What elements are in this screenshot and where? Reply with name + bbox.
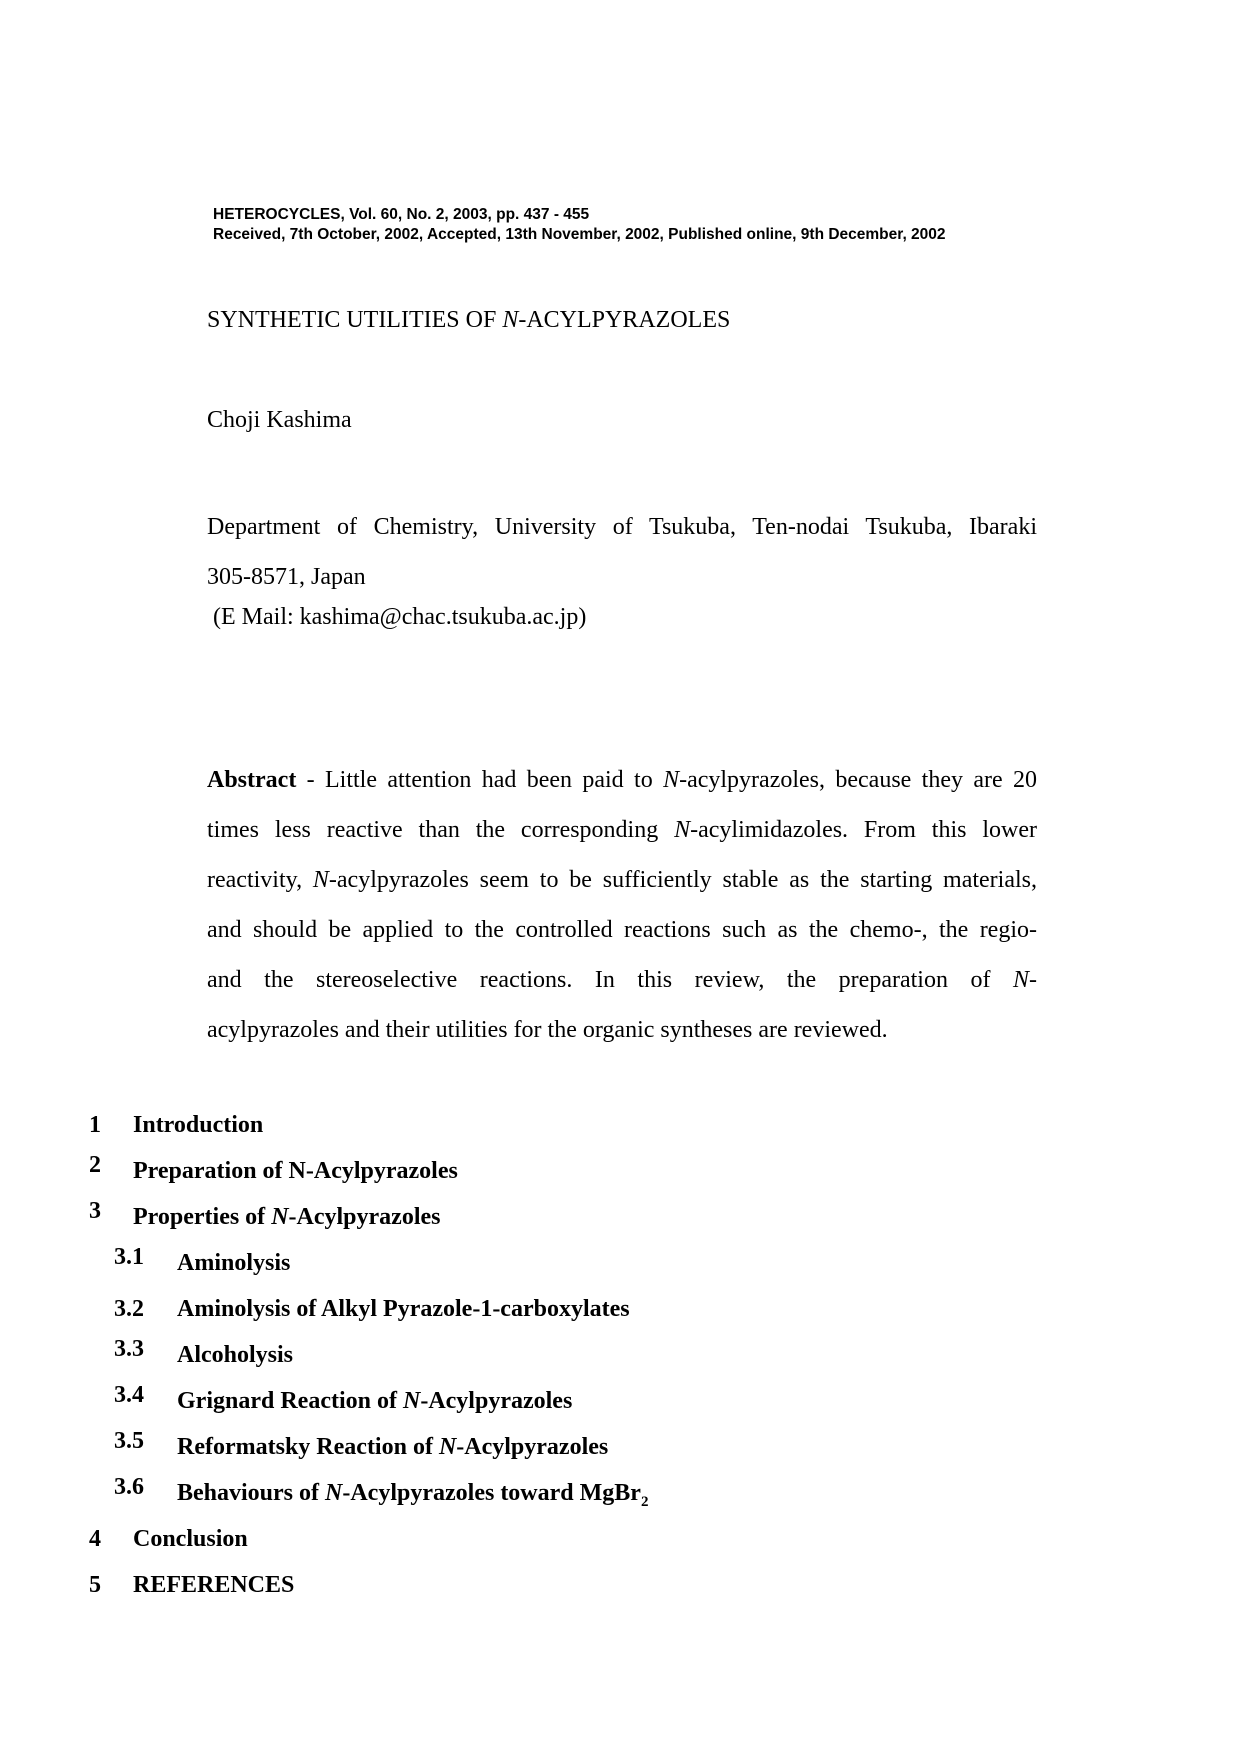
toc-number: 3.1: [114, 1244, 144, 1270]
affiliation-line-1: Department of Chemistry, University of Tsukuba, Ten-nodai Tsukuba, Ibaraki: [207, 514, 1037, 540]
abstract-label: Abstract: [207, 767, 297, 793]
toc-title: Reformatsky Reaction of N-Acylpyrazoles: [177, 1434, 609, 1460]
toc-title: Conclusion: [133, 1526, 248, 1552]
toc-number: 3.2: [114, 1296, 144, 1322]
toc-title: Properties of N-Acylpyrazoles: [133, 1204, 441, 1230]
toc-number: 2: [89, 1152, 101, 1178]
abstract-line: reactivity, N-acylpyrazoles seem to be sufficiently stable as the starting materials,: [207, 867, 1037, 893]
toc-title: Behaviours of N-Acylpyrazoles toward MgBr$_2$: [177, 1480, 649, 1510]
abstract-line: and should be applied to the controlled reactions such as the chemo-, the regio-: [207, 917, 1037, 943]
abstract-line: acylpyrazoles and their utilities for the organic syntheses are reviewed.: [207, 1017, 888, 1043]
toc-number: 3.3: [114, 1336, 144, 1362]
journal-citation: HETEROCYCLES, Vol. 60, No. 2, 2003, pp. 437 - 455: [213, 206, 590, 223]
toc-number: 3: [89, 1198, 101, 1224]
toc-number: 1: [89, 1112, 101, 1138]
toc-title: Alcoholysis: [177, 1342, 294, 1368]
publication-dates: Received, 7th October, 2002, Accepted, 13th November, 2002, Published online, 9th December, 2002: [213, 226, 946, 243]
affiliation-line-2: 305-8571, Japan: [207, 564, 366, 590]
toc-title: Grignard Reaction of N-Acylpyrazoles: [177, 1388, 573, 1414]
toc-number: 3.6: [114, 1474, 144, 1500]
toc-number: 4: [89, 1526, 101, 1552]
affiliation: [207, 502, 1037, 602]
toc-title: Aminolysis of Alkyl Pyrazole-1-carboxylates: [177, 1296, 630, 1322]
toc-title: REFERENCES: [133, 1572, 295, 1598]
abstract-line: times less reactive than the corresponding N-acylimidazoles. From this lower: [207, 817, 1038, 843]
paper-title: SYNTHETIC UTILITIES OF N-ACYLPYRAZOLES: [207, 307, 731, 333]
toc-title: Aminolysis: [177, 1250, 291, 1276]
journal-header: [213, 205, 946, 245]
toc-number: 5: [89, 1572, 101, 1598]
abstract: [207, 755, 1037, 1055]
toc-title: Introduction: [133, 1112, 264, 1138]
abstract-line: Abstract - Little attention had been paid to N-acylpyrazoles, because they are 20: [207, 767, 1037, 793]
author-email: (E Mail: kashima@chac.tsukuba.ac.jp): [207, 604, 587, 630]
toc-number: 3.5: [114, 1428, 144, 1454]
toc-title: Preparation of N-Acylpyrazoles: [133, 1158, 458, 1184]
abstract-line: and the stereoselective reactions. In this review, the preparation of N-: [207, 967, 1037, 993]
toc-number: 3.4: [114, 1382, 144, 1408]
author-name: Choji Kashima: [207, 407, 352, 433]
